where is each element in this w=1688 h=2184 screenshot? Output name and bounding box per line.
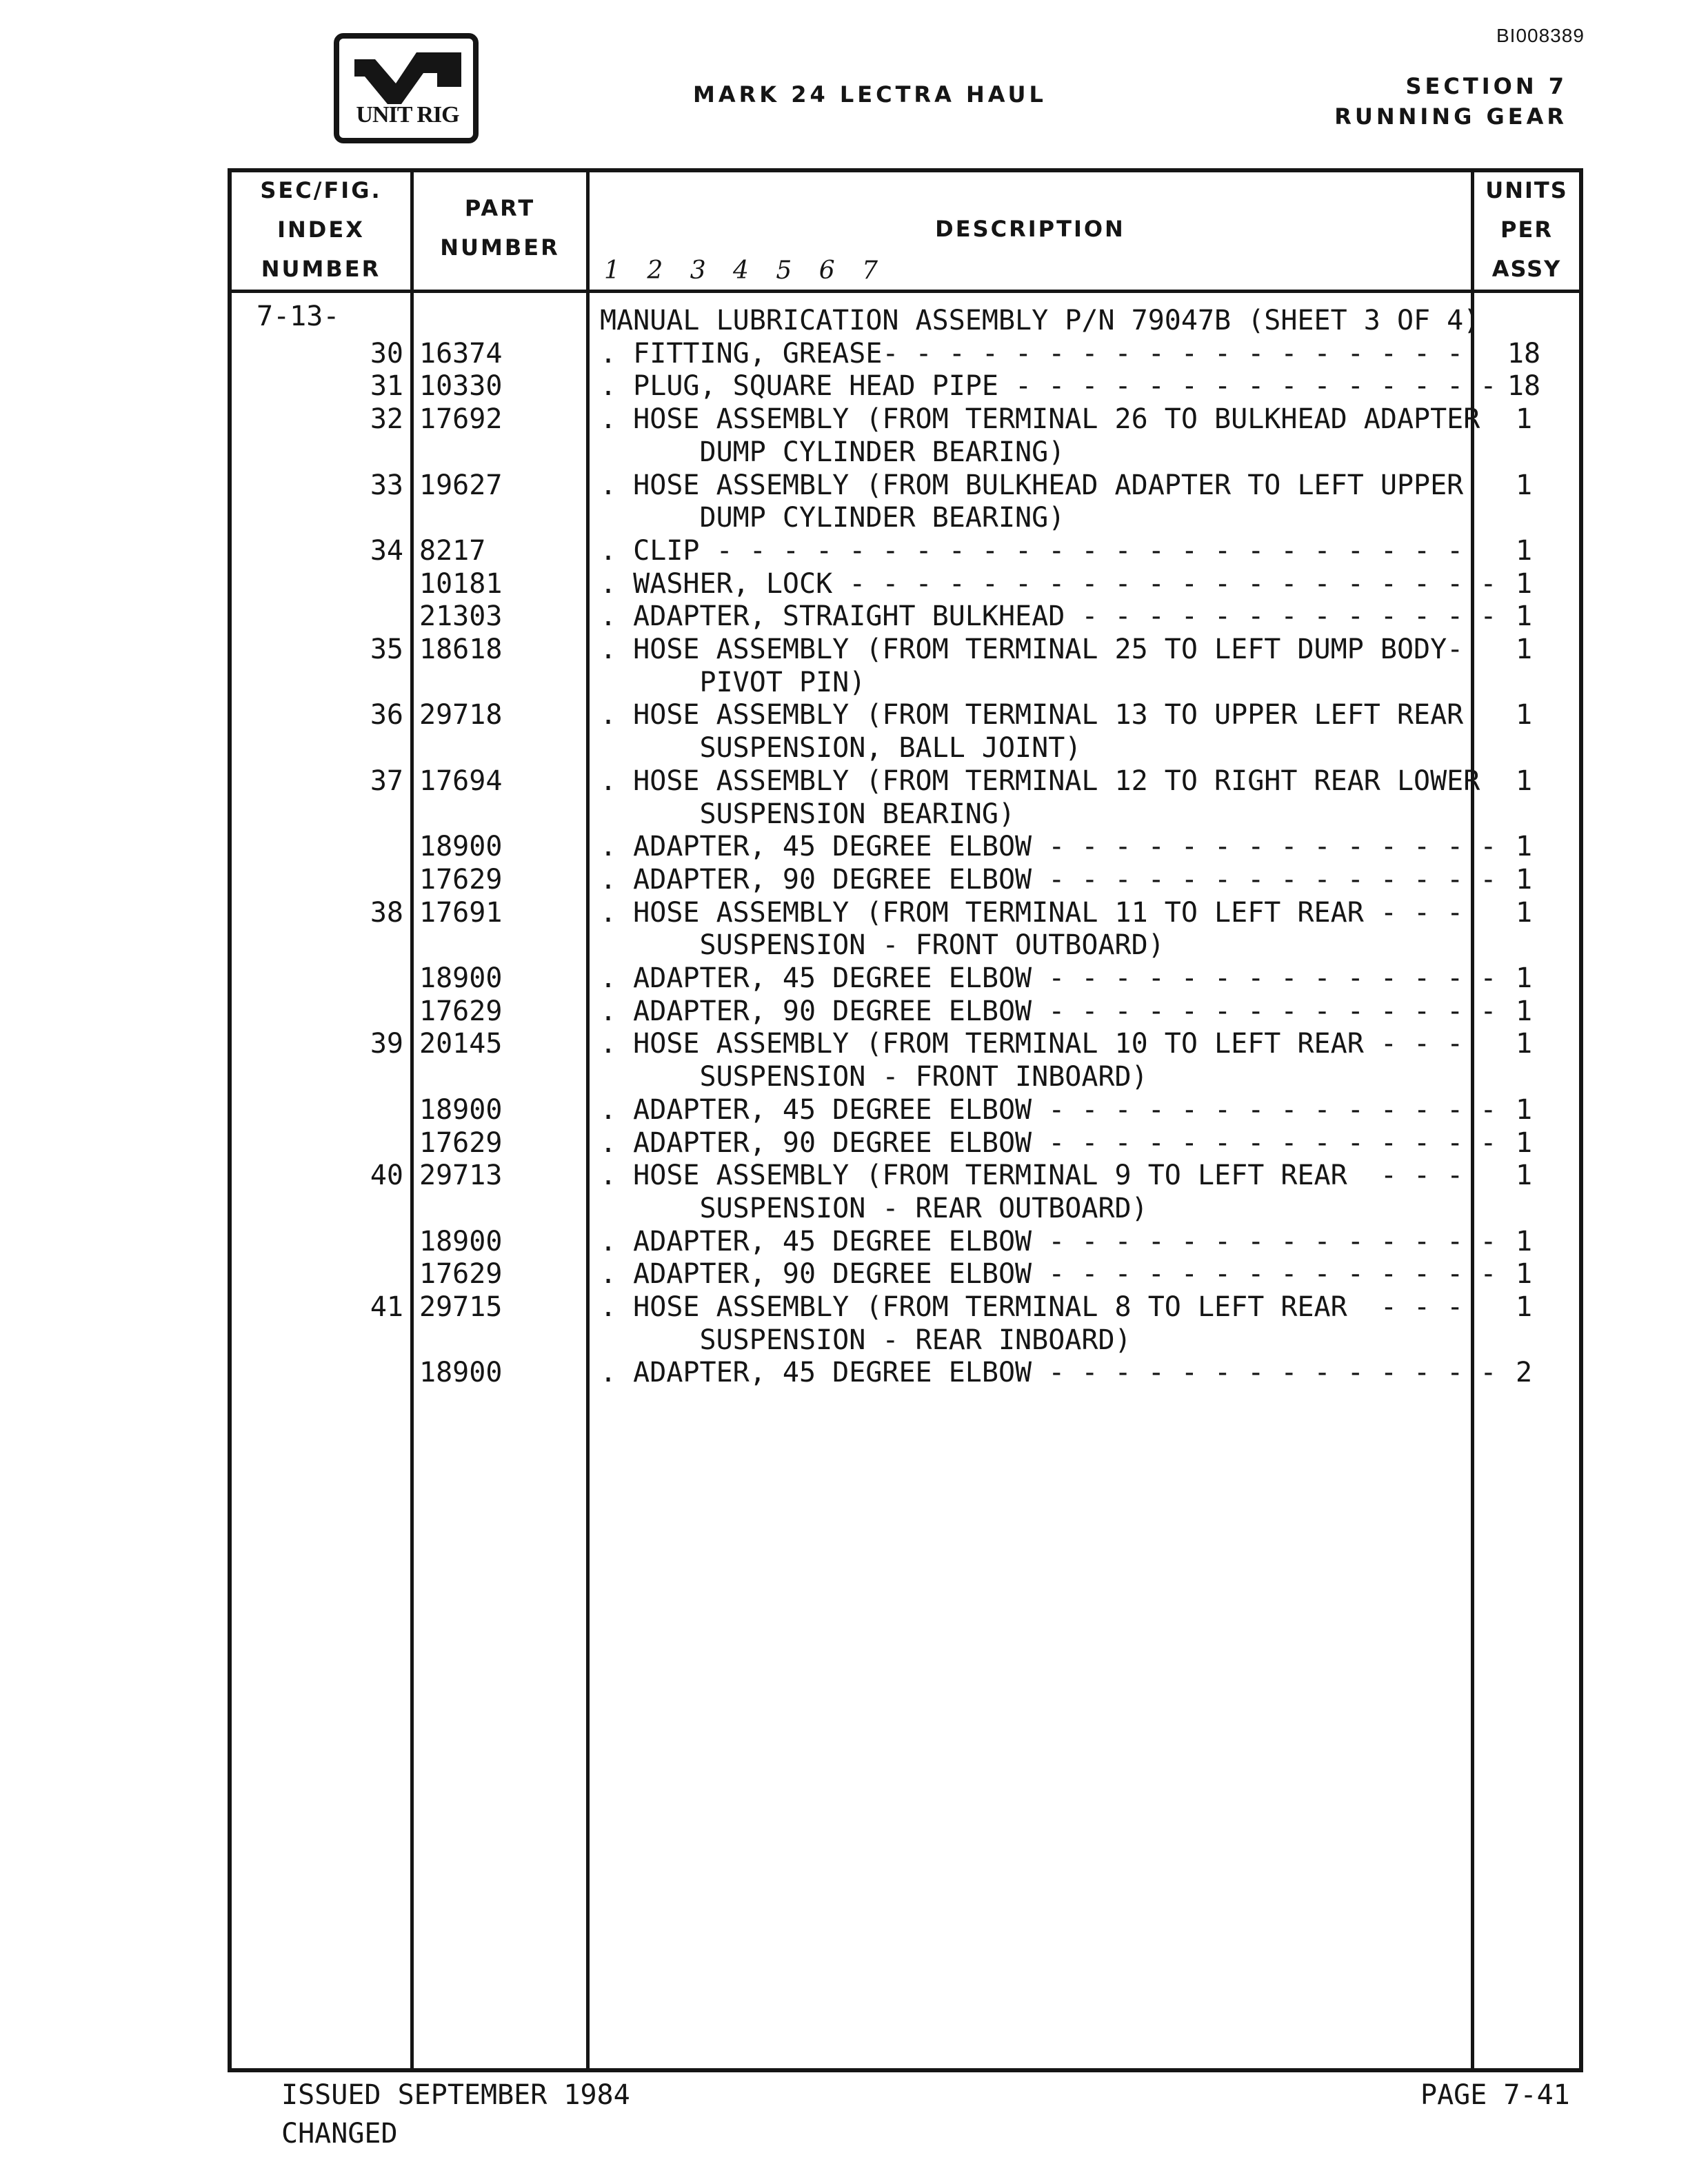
index-number: 35 [370, 634, 403, 665]
part-number: 17629 [419, 864, 503, 896]
part-description: SUSPENSION, BALL JOINT) [600, 732, 1082, 764]
index-number: 41 [370, 1291, 403, 1323]
part-number: 18618 [419, 634, 503, 665]
units-per-assy: 1 [1515, 403, 1533, 435]
table-row [0, 1060, 1688, 1093]
part-number: 20145 [419, 1028, 503, 1060]
part-description: SUSPENSION - FRONT OUTBOARD) [600, 929, 1165, 961]
table-row [0, 1126, 1688, 1160]
changed-label: CHANGED [281, 2118, 398, 2150]
logo-text: UNIT RIG [356, 102, 459, 128]
part-number: 17629 [419, 1127, 503, 1159]
units-per-assy: 1 [1515, 1226, 1533, 1257]
part-description: . WASHER, LOCK - - - - - - - - - - - - - - - - - - - - [600, 568, 1497, 600]
part-description: . HOSE ASSEMBLY (FROM TERMINAL 26 TO BULKHEAD ADAPTER [600, 403, 1480, 435]
table-row [0, 830, 1688, 863]
index-number: 40 [370, 1160, 403, 1191]
units-per-assy: 1 [1515, 1258, 1533, 1290]
units-per-assy: 1 [1515, 699, 1533, 731]
part-description: . HOSE ASSEMBLY (FROM TERMINAL 10 TO LEFT REAR - - - [600, 1028, 1464, 1060]
part-number: 18900 [419, 831, 503, 862]
table-row [0, 765, 1688, 798]
column-header-index: SEC/FIG. INDEX NUMBER [260, 177, 382, 282]
part-description: . FITTING, GREASE- - - - - - - - - - - - - - - - - - [600, 338, 1464, 370]
part-description: . CLIP - - - - - - - - - - - - - - - - - - - - - - - [600, 535, 1464, 567]
table-row [0, 666, 1688, 699]
part-number: 29715 [419, 1291, 503, 1323]
units-per-assy: 1 [1515, 1094, 1533, 1126]
index-number: 32 [370, 403, 403, 435]
units-per-assy: 1 [1515, 600, 1533, 632]
unit-rig-emblem-icon [348, 46, 472, 108]
units-per-assy: 18 [1507, 338, 1541, 370]
part-number: 18900 [419, 1226, 503, 1257]
issued-date: ISSUED SEPTEMBER 1984 [281, 2079, 630, 2111]
units-per-assy: 1 [1515, 897, 1533, 929]
table-row [0, 731, 1688, 765]
units-per-assy: 1 [1515, 864, 1533, 896]
part-number: 18900 [419, 1357, 503, 1388]
table-row [0, 337, 1688, 370]
table-row [0, 1225, 1688, 1258]
table-row [0, 1093, 1688, 1126]
table-row [0, 1324, 1688, 1357]
table-row [0, 1257, 1688, 1291]
part-description: . ADAPTER, 45 DEGREE ELBOW - - - - - - - - - - - - - - [600, 1357, 1497, 1388]
part-description: . ADAPTER, 90 DEGREE ELBOW - - - - - - - - - - - - - - [600, 995, 1497, 1027]
part-description: . ADAPTER, 45 DEGREE ELBOW - - - - - - - - - - - - - - [600, 962, 1497, 994]
index-number: 38 [370, 897, 403, 929]
part-number: 17629 [419, 1258, 503, 1290]
part-number: 21303 [419, 600, 503, 632]
units-per-assy: 1 [1515, 535, 1533, 567]
table-row [0, 1027, 1688, 1060]
part-description: . ADAPTER, STRAIGHT BULKHEAD - - - - - - - - - - - - - [600, 600, 1497, 632]
section-number: SECTION 7 [1405, 73, 1567, 99]
manual-title: MARK 24 LECTRA HAUL [693, 81, 1047, 108]
index-number: 33 [370, 469, 403, 501]
part-description: . HOSE ASSEMBLY (FROM BULKHEAD ADAPTER TO LEFT UPPER [600, 469, 1464, 501]
units-per-assy: 1 [1515, 1291, 1533, 1323]
part-description: SUSPENSION - REAR INBOARD) [600, 1324, 1132, 1356]
table-row [0, 962, 1688, 995]
unit-rig-logo [334, 33, 479, 143]
units-per-assy: 1 [1515, 469, 1533, 501]
table-row [0, 798, 1688, 831]
units-per-assy: 1 [1515, 765, 1533, 797]
part-number: 10330 [419, 370, 503, 402]
part-number: 29718 [419, 699, 503, 731]
part-description: . HOSE ASSEMBLY (FROM TERMINAL 25 TO LEFT DUMP BODY- [600, 634, 1464, 665]
table-row [0, 567, 1688, 600]
part-number: 19627 [419, 469, 503, 501]
units-per-assy: 1 [1515, 1028, 1533, 1060]
part-number: 8217 [419, 535, 486, 567]
table-row [0, 698, 1688, 731]
part-description: SUSPENSION - REAR OUTBOARD) [600, 1193, 1148, 1224]
table-row [0, 403, 1688, 436]
column-header-description: DESCRIPTION [935, 216, 1125, 242]
units-per-assy: 1 [1515, 1160, 1533, 1191]
column-header-units: UNITS PER ASSY [1485, 177, 1568, 282]
part-description: SUSPENSION BEARING) [600, 798, 1016, 830]
part-number: 10181 [419, 568, 503, 600]
header-divider [228, 290, 1583, 293]
table-row [0, 929, 1688, 962]
index-number: 39 [370, 1028, 403, 1060]
table-row [0, 534, 1688, 567]
table-row [0, 1356, 1688, 1389]
index-number: 36 [370, 699, 403, 731]
part-description: . HOSE ASSEMBLY (FROM TERMINAL 9 TO LEFT REAR - - - [600, 1160, 1464, 1191]
part-description: PIVOT PIN) [600, 667, 866, 698]
part-description: . PLUG, SQUARE HEAD PIPE - - - - - - - - - - - - - - - [600, 370, 1497, 402]
part-description: SUSPENSION - FRONT INBOARD) [600, 1061, 1148, 1093]
description-indent-levels: 1 2 3 4 5 6 7 [604, 256, 887, 285]
part-description: . HOSE ASSEMBLY (FROM TERMINAL 13 TO UPPER LEFT REAR [600, 699, 1464, 731]
part-description: . ADAPTER, 45 DEGREE ELBOW - - - - - - - - - - - - - - [600, 1094, 1497, 1126]
units-per-assy: 1 [1515, 831, 1533, 862]
part-description: . ADAPTER, 90 DEGREE ELBOW - - - - - - - - - - - - - - [600, 1258, 1497, 1290]
part-description: . HOSE ASSEMBLY (FROM TERMINAL 12 TO RIGHT REAR LOWER [600, 765, 1480, 797]
part-description: . HOSE ASSEMBLY (FROM TERMINAL 8 TO LEFT REAR - - - [600, 1291, 1464, 1323]
column-header-part: PART NUMBER [440, 195, 560, 261]
table-row [0, 633, 1688, 666]
page-number: PAGE 7-41 [1420, 2079, 1570, 2111]
index-number: 30 [370, 338, 403, 370]
part-description: MANUAL LUBRICATION ASSEMBLY P/N 79047B (SHEET 3 OF 4) [600, 305, 1480, 336]
units-per-assy: 1 [1515, 1127, 1533, 1159]
part-description: DUMP CYLINDER BEARING) [600, 436, 1065, 468]
index-number: 34 [370, 535, 403, 567]
part-number: 29713 [419, 1160, 503, 1191]
units-per-assy: 2 [1515, 1357, 1533, 1388]
table-row [0, 600, 1688, 633]
units-per-assy: 1 [1515, 634, 1533, 665]
table-row [0, 436, 1688, 469]
table-row [0, 1192, 1688, 1225]
units-per-assy: 18 [1507, 370, 1541, 402]
table-row [0, 370, 1688, 403]
part-description: . ADAPTER, 90 DEGREE ELBOW - - - - - - - - - - - - - - [600, 864, 1497, 896]
part-number: 18900 [419, 1094, 503, 1126]
table-row [0, 896, 1688, 929]
index-number: 31 [370, 370, 403, 402]
part-description: . HOSE ASSEMBLY (FROM TERMINAL 11 TO LEFT REAR - - - [600, 897, 1464, 929]
index-number: 37 [370, 765, 403, 797]
part-number: 17692 [419, 403, 503, 435]
table-row [0, 1291, 1688, 1324]
part-number: 17694 [419, 765, 503, 797]
document-id: BI008389 [1496, 25, 1585, 46]
part-number: 18900 [419, 962, 503, 994]
part-description: . ADAPTER, 90 DEGREE ELBOW - - - - - - - - - - - - - - [600, 1127, 1497, 1159]
table-row [0, 1159, 1688, 1192]
part-description: . ADAPTER, 45 DEGREE ELBOW - - - - - - - - - - - - - - [600, 831, 1497, 862]
table-row [0, 469, 1688, 502]
part-number: 17691 [419, 897, 503, 929]
part-description: DUMP CYLINDER BEARING) [600, 502, 1065, 534]
units-per-assy: 1 [1515, 962, 1533, 994]
table-row [0, 995, 1688, 1028]
section-title: RUNNING GEAR [1334, 103, 1567, 130]
units-per-assy: 1 [1515, 995, 1533, 1027]
table-row [0, 863, 1688, 896]
table-row [0, 304, 1688, 337]
part-number: 16374 [419, 338, 503, 370]
table-row [0, 501, 1688, 534]
figure-prefix: 7-13- [257, 301, 340, 332]
part-description: . ADAPTER, 45 DEGREE ELBOW - - - - - - - - - - - - - - [600, 1226, 1497, 1257]
units-per-assy: 1 [1515, 568, 1533, 600]
part-number: 17629 [419, 995, 503, 1027]
